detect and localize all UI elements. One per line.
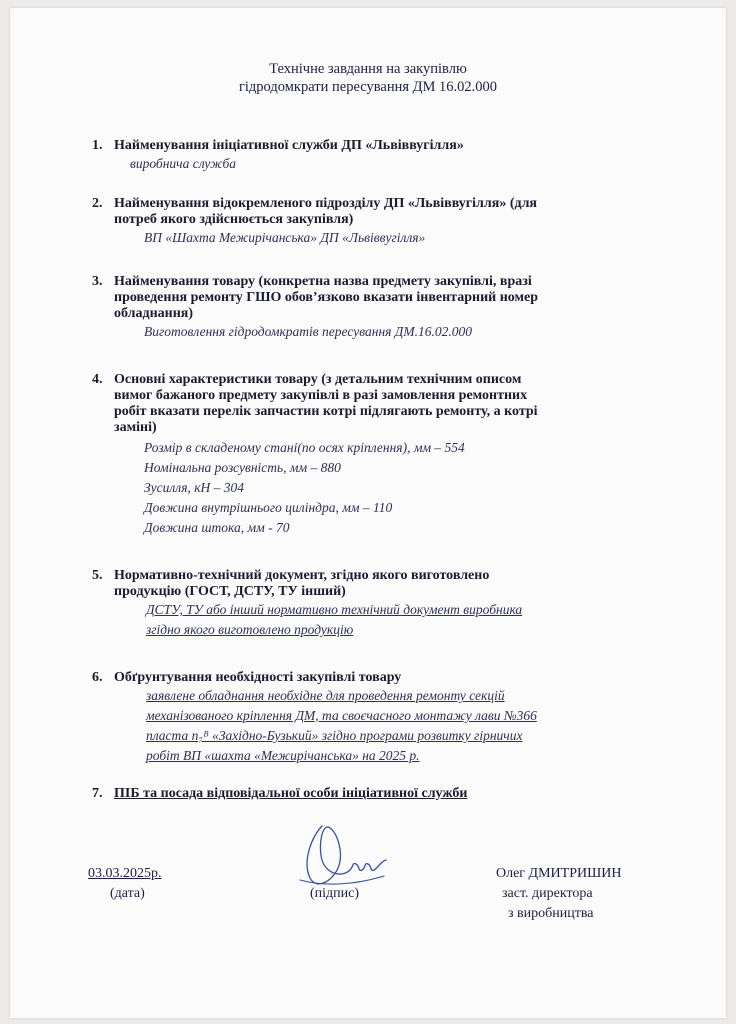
section-5: [92, 568, 652, 640]
official-name: Олег ДМИТРИШИН: [496, 866, 622, 881]
signature-label: (підпис): [310, 886, 360, 901]
official-position-line-2: з виробництва: [508, 906, 594, 921]
section-6: [92, 670, 652, 766]
section-heading: 6. Обґрунтування необхідності закупівлі товару: [92, 670, 402, 685]
section-value: Виготовлення гідродомкратів пересування ДМ.16.02.000: [144, 324, 473, 339]
section-value: Розмір в складеному стані(по осях кріплення), мм – 554 Номінальна розсувність, мм – 880 Зусилля, кН – 304 Довжина внутрішнього циліндра, мм – 110 Довжина штока, мм - 70: [144, 440, 465, 535]
section-value: ДСТУ, ТУ або інший нормативно технічний документ виробника згідно якого виготовлено продукцію: [146, 602, 523, 637]
section-3: [92, 274, 652, 342]
section-2: [92, 196, 652, 248]
section-heading: 1. Найменування ініціативної служби ДП «Львіввугілля»: [92, 138, 464, 153]
section-heading: 5. Нормативно-технічний документ, згідно якого виготовлено продукцію (ГОСТ, ДСТУ, ТУ інший): [92, 568, 490, 599]
section-value: виробнича служба: [130, 156, 237, 171]
section-heading: 4. Основні характеристики товару (з детальним технічним описом вимог бажаного предмету закупівлі в разі замовлення ремонтних робіт вказати перелік запчастин котрі підлягають ремонту, а котрі заміні): [92, 372, 538, 435]
document-page: [10, 8, 726, 1018]
section-value: ВП «Шахта Межирічанська» ДП «Львіввугілля»: [144, 230, 426, 245]
handwritten-signature-icon: [292, 816, 392, 896]
official-position-line-1: заст. директора: [502, 886, 593, 901]
section-heading: 2. Найменування відокремленого підрозділу ДП «Львіввугілля» (для потреб якого здійснюється закупівля): [92, 196, 537, 227]
section-1: [92, 138, 652, 174]
title-line-1: Технічне завдання на закупівлю: [269, 61, 467, 77]
section-4: [92, 372, 652, 538]
section-value: заявлене обладнання необхідне для проведення ремонту секцій механізованого кріплення ДМ, та своєчасного монтажу лави №366 пласта n₇ᴮ «Західно-Бузький» згідно програми розвитку гірничих робіт ВП «шахта «Межирічанська» на 2025 р.: [146, 688, 537, 763]
title-line-2: гідродомкрати пересування ДМ 16.02.000: [238, 79, 498, 95]
section-heading: 7. ПІБ та посада відповідальної особи ініціативної служби: [92, 786, 468, 801]
document-title: [10, 60, 726, 96]
section-heading: 3. Найменування товару (конкретна назва предмету закупівлі, вразі проведення ремонту ГШО обов’язково вказати інвентарний номер обладнання): [92, 274, 539, 321]
section-7: [92, 786, 652, 802]
date-label: (дата): [110, 886, 145, 901]
date-value: 03.03.2025р.: [88, 866, 162, 881]
